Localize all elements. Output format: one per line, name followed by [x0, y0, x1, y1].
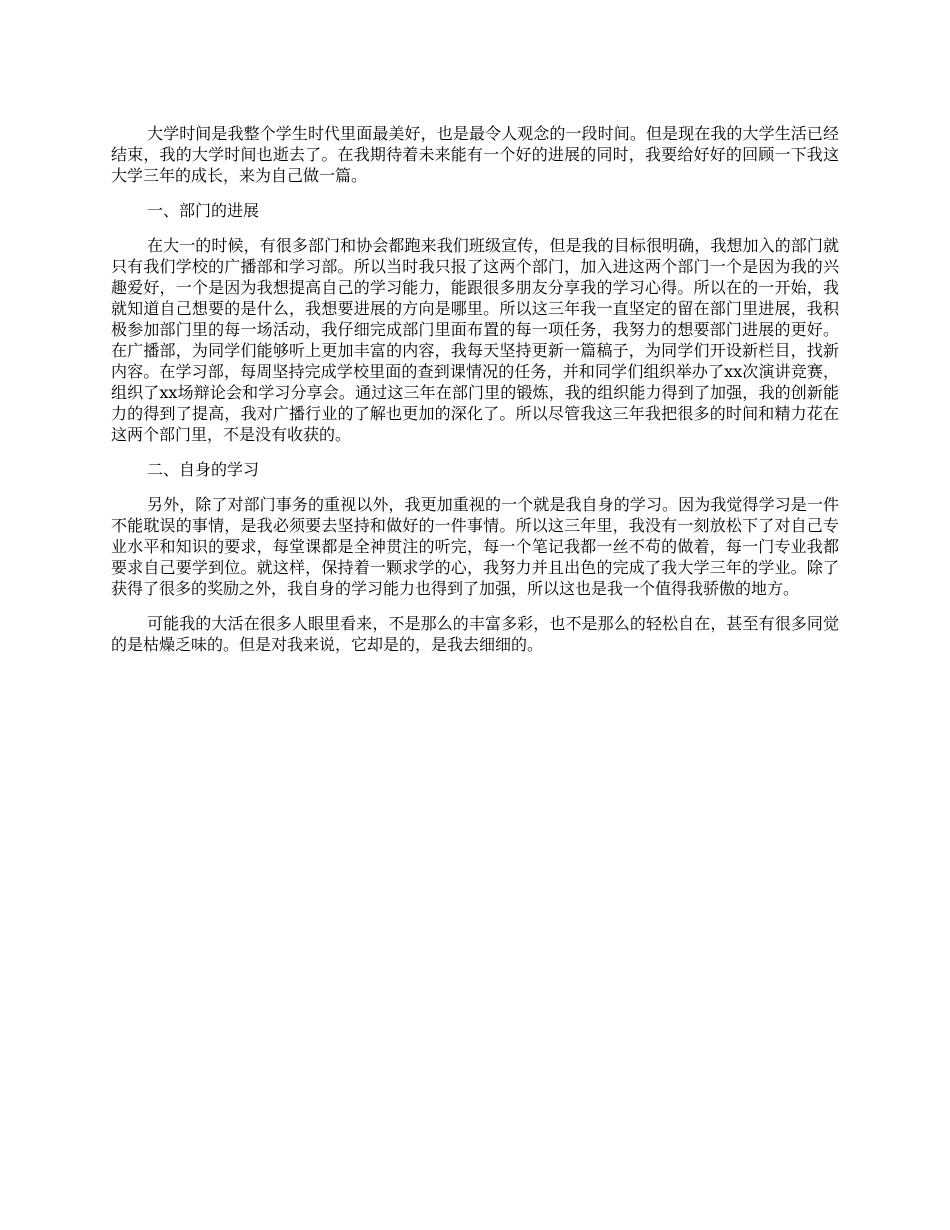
document-body: [111, 123, 839, 669]
study-paragraph: 另外，除了对部门事务的重视以外，我更加重视的一个就是我自身的学习。因为我觉得学习是一件不能耽误的事情，是我必须要去坚持和做好的一件事情。所以这三年里，我没有一刻放松下了对自己专业水平和知识的要求，每堂课都是全神贯注的听完，每一个笔记我都一丝不苟的做着，每一门专业我都要求自己要学到位。就这样，保持着一颗求学的心，我努力并且出色的完成了我大学三年的学业。除了获得了很多的奖励之外，我自身的学习能力也得到了加强，所以这也是我一个值得我骄傲的地方。: [111, 495, 839, 598]
section-heading-study: 二、自身的学习: [147, 460, 260, 479]
department-paragraph: 在大一的时候，有很多部门和协会都跑来我们班级宣传，但是我的目标很明确，我想加入的部门就只有我们学校的广播部和学习部。所以当时我只报了这两个部门，加入进这两个部门一个是因为我的兴趣爱好，一个是因为我想提高自己的学习能力，能跟很多朋友分享我的学习心得。所以在的一开始，我就知道自己想要的是什么，我想要进展的方向是哪里。所以这三年我一直坚定的留在部门里进展，我积极参加部门里的每一场活动，我仔细完成部门里面布置的每一项任务，我努力的想要部门进展的更好。在广播部，为同学们能够听上更加丰富的内容，我每天坚持更新一篇稿子，为同学们开设新栏目，找新内容。在学习部，每周坚持完成学校里面的查到课情况的任务，并和同学们组织举办了xx次演讲竞赛，组织了xx场辩论会和学习分享会。通过这三年在部门里的锻炼，我的组织能力得到了加强，我的创新能力的得到了提高，我对广播行业的了解也更加的深化了。所以尽管我这三年我把很多的时间和精力花在这两个部门里，不是没有收获的。: [111, 236, 839, 444]
section-heading-department: 一、部门的进展: [147, 201, 260, 220]
closing-paragraph: 可能我的大活在很多人眼里看来，不是那么的丰富多彩，也不是那么的轻松自在，甚至有很多同觉的是枯燥乏味的。但是对我来说，它却是的，是我去细细的。: [111, 614, 839, 654]
intro-paragraph: 大学时间是我整个学生时代里面最美好，也是最令人观念的一段时间。但是现在我的大学生活已经结束，我的大学时间也逝去了。在我期待着未来能有一个好的进展的同时，我要给好好的回顾一下我这大学三年的成长，来为自己做一篇。: [111, 124, 839, 185]
